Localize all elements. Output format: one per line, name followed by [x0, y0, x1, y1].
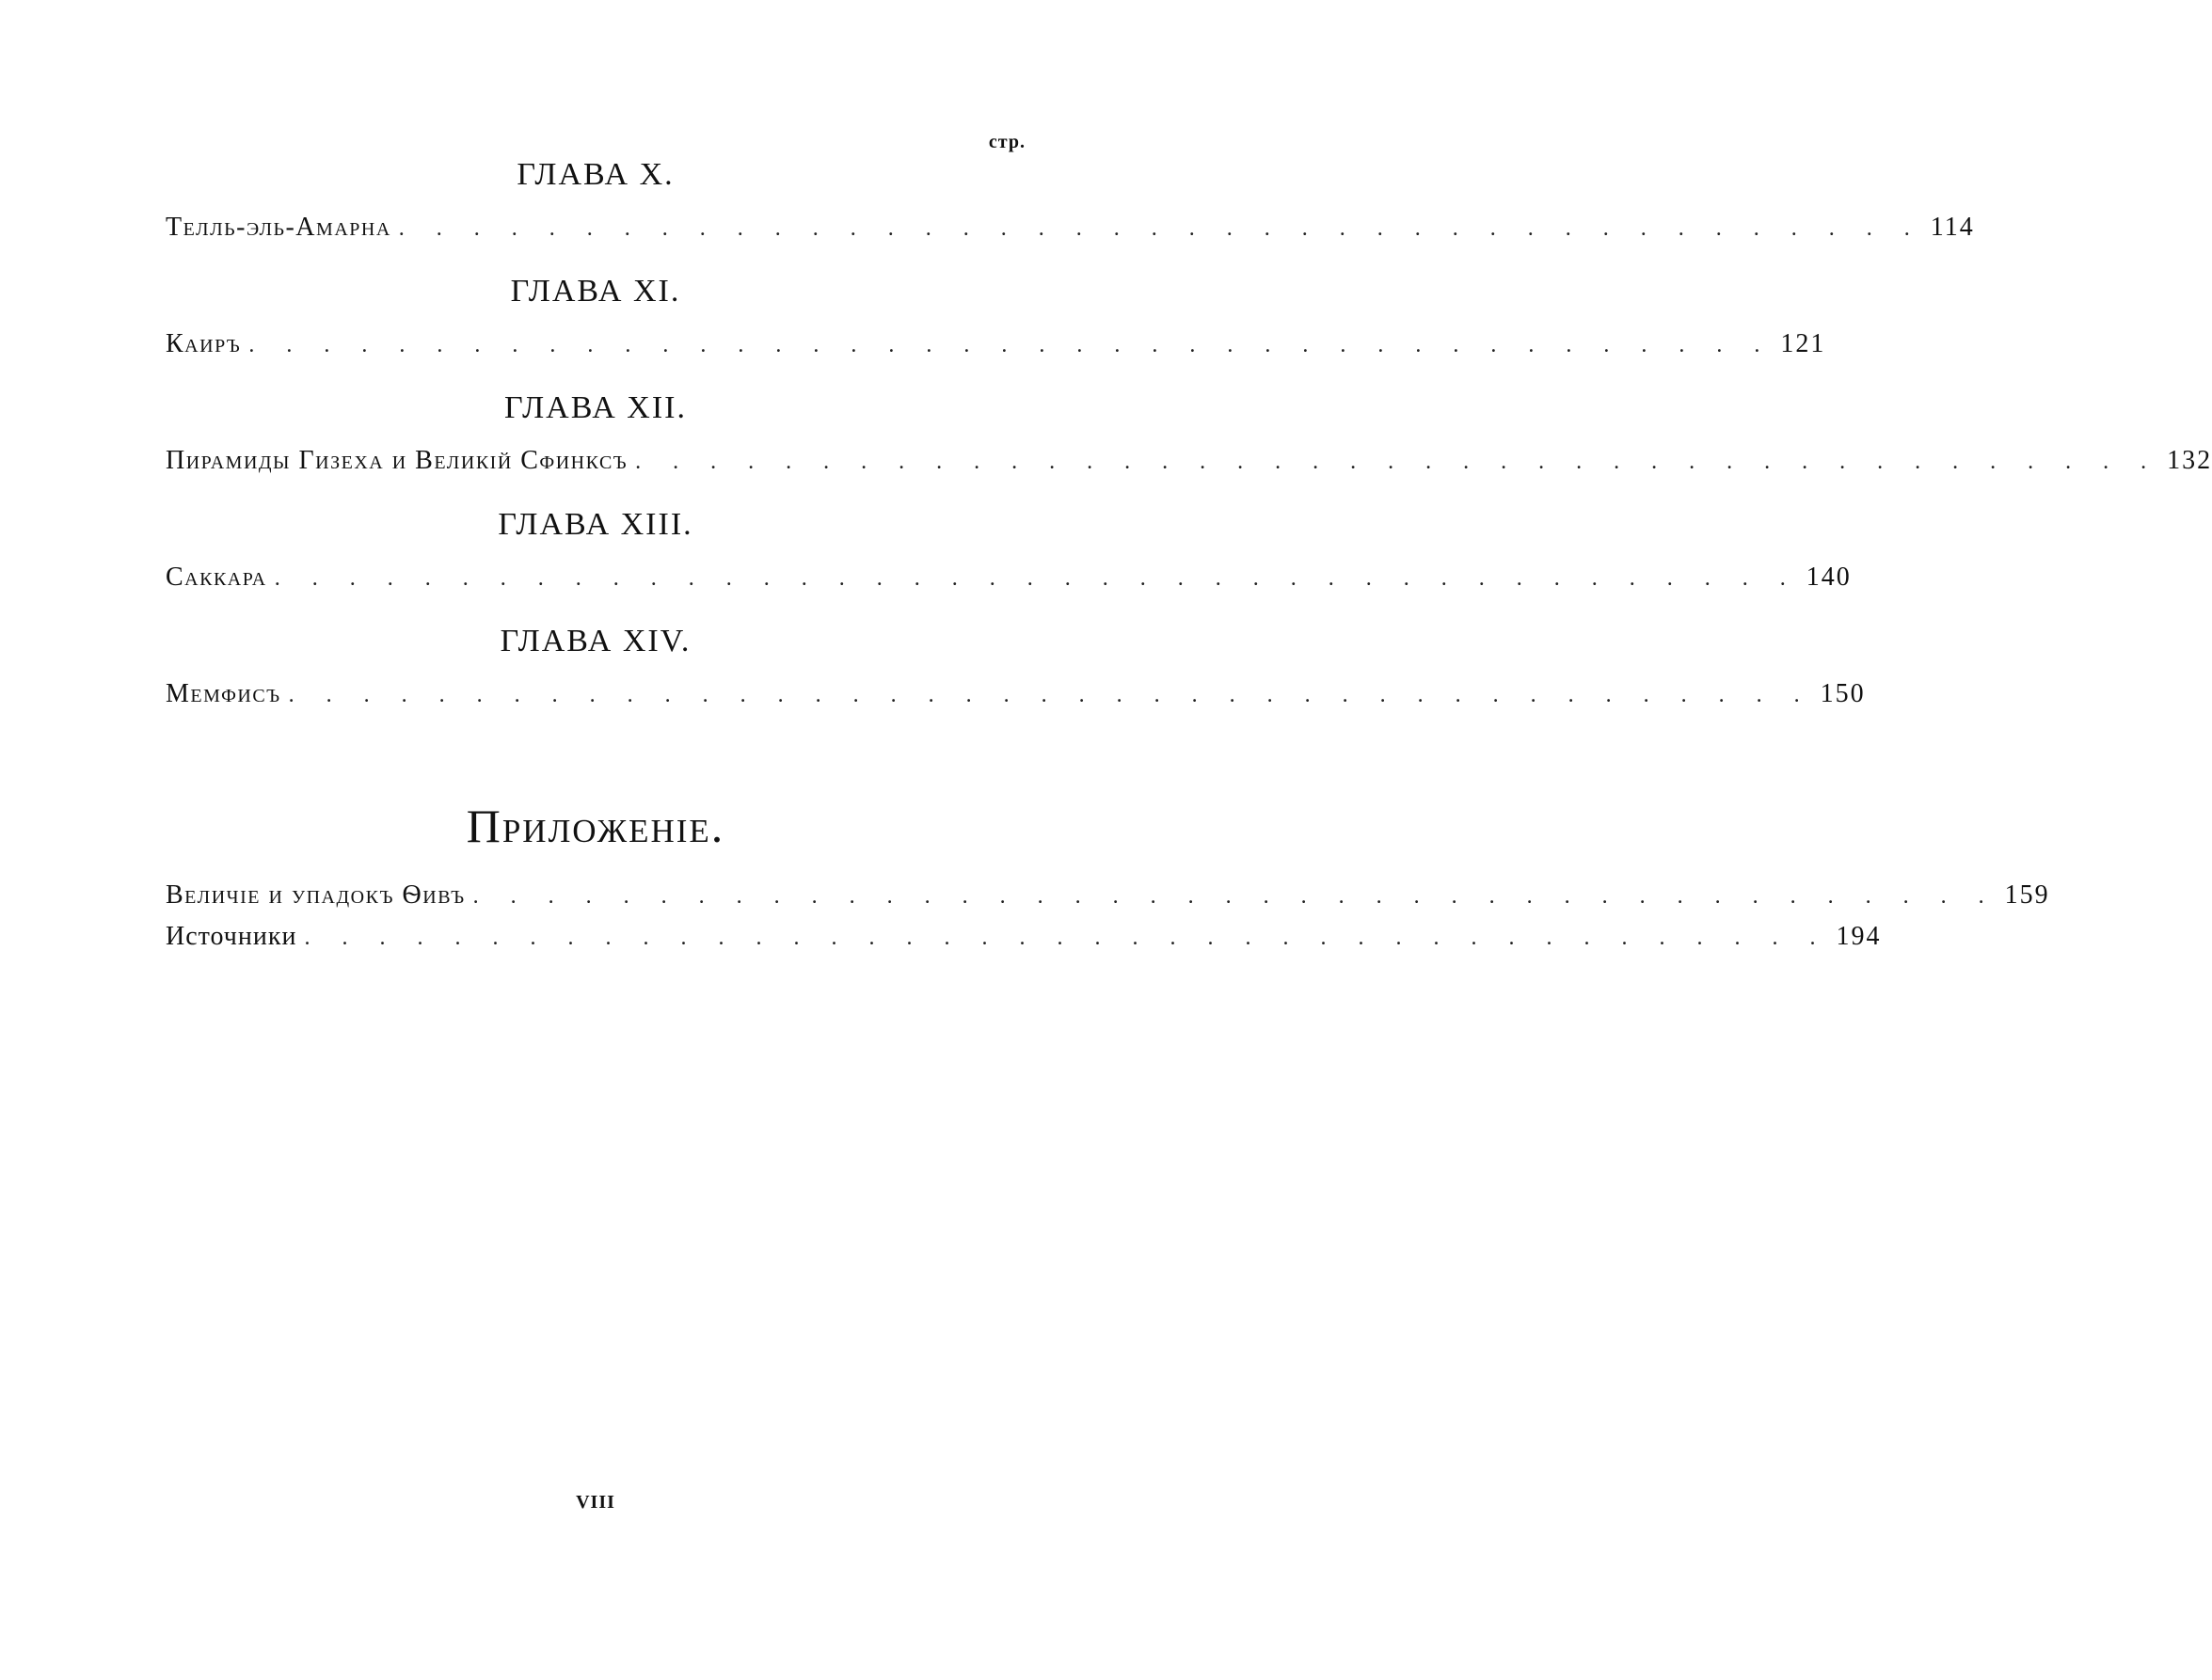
toc-entry-title: Величіе и упадокъ Ѳивъ — [166, 880, 466, 910]
leader-dots: . . . . . . . . . . . . . . . . . . . . . . . . . . . . . . . . . . . . . . . . . — [472, 884, 1997, 909]
toc-entry-page: 150 — [1820, 679, 1866, 708]
leader-dots: . . . . . . . . . . . . . . . . . . . . . . . . . . . . . . . . . . . . . . . . . — [288, 683, 1813, 707]
toc-entry-page: 194 — [1836, 922, 1882, 951]
toc-entry-title: Мемфисъ — [166, 679, 281, 708]
leader-dots: . . . . . . . . . . . . . . . . . . . . . . . . . . . . . . . . . . . . . . . . . — [248, 333, 1774, 357]
toc-entry[interactable] — [166, 918, 1882, 956]
chapter-heading: ГЛАВА XIV. — [500, 624, 692, 658]
leader-dots: . . . . . . . . . . . . . . . . . . . . . . . . . . . . . . . . . . . . . . . . . — [304, 926, 1829, 950]
toc-entry-title: Пирамиды Гизеха и Великій Сфинксъ — [166, 446, 629, 475]
toc-entry-page: 159 — [2004, 880, 2050, 910]
chapter-heading: ГЛАВА XIII. — [498, 507, 693, 542]
toc-entry[interactable] — [166, 675, 1866, 713]
toc-entry-title: Источники — [166, 922, 297, 951]
toc-entry-title: Саккара — [166, 563, 267, 592]
toc-entry-page: 114 — [1930, 213, 1975, 242]
toc-entry-title: Каиръ — [166, 329, 242, 358]
toc-entry[interactable] — [166, 559, 1852, 596]
leader-dots: . . . . . . . . . . . . . . . . . . . . . . . . . . . . . . . . . . . . . . . . . — [398, 216, 1923, 241]
toc-entry-title: Телль-эль-Амарна — [166, 213, 391, 242]
toc-entry[interactable] — [166, 325, 1826, 363]
leader-dots: . . . . . . . . . . . . . . . . . . . . . . . . . . . . . . . . . . . . . . . . . — [274, 566, 1799, 591]
leader-dots: . . . . . . . . . . . . . . . . . . . . . . . . . . . . . . . . . . . . . . . . . — [635, 450, 2160, 474]
chapter-heading: ГЛАВА XI. — [510, 274, 681, 309]
toc-entry-page: 132 — [2167, 446, 2212, 475]
toc-entry[interactable] — [166, 877, 2050, 914]
page-column-label: стр. — [988, 132, 1026, 152]
toc-entry[interactable] — [166, 442, 2212, 480]
chapter-heading: ГЛАВА X. — [517, 157, 675, 192]
toc-entry[interactable] — [166, 209, 1975, 246]
chapter-heading: ГЛАВА XII. — [503, 390, 687, 425]
page-number: VIII — [576, 1492, 615, 1513]
toc-entry-page: 121 — [1780, 329, 1826, 358]
toc-entry-page: 140 — [1806, 563, 1852, 592]
appendix-heading: Приложеніе. — [466, 800, 725, 852]
